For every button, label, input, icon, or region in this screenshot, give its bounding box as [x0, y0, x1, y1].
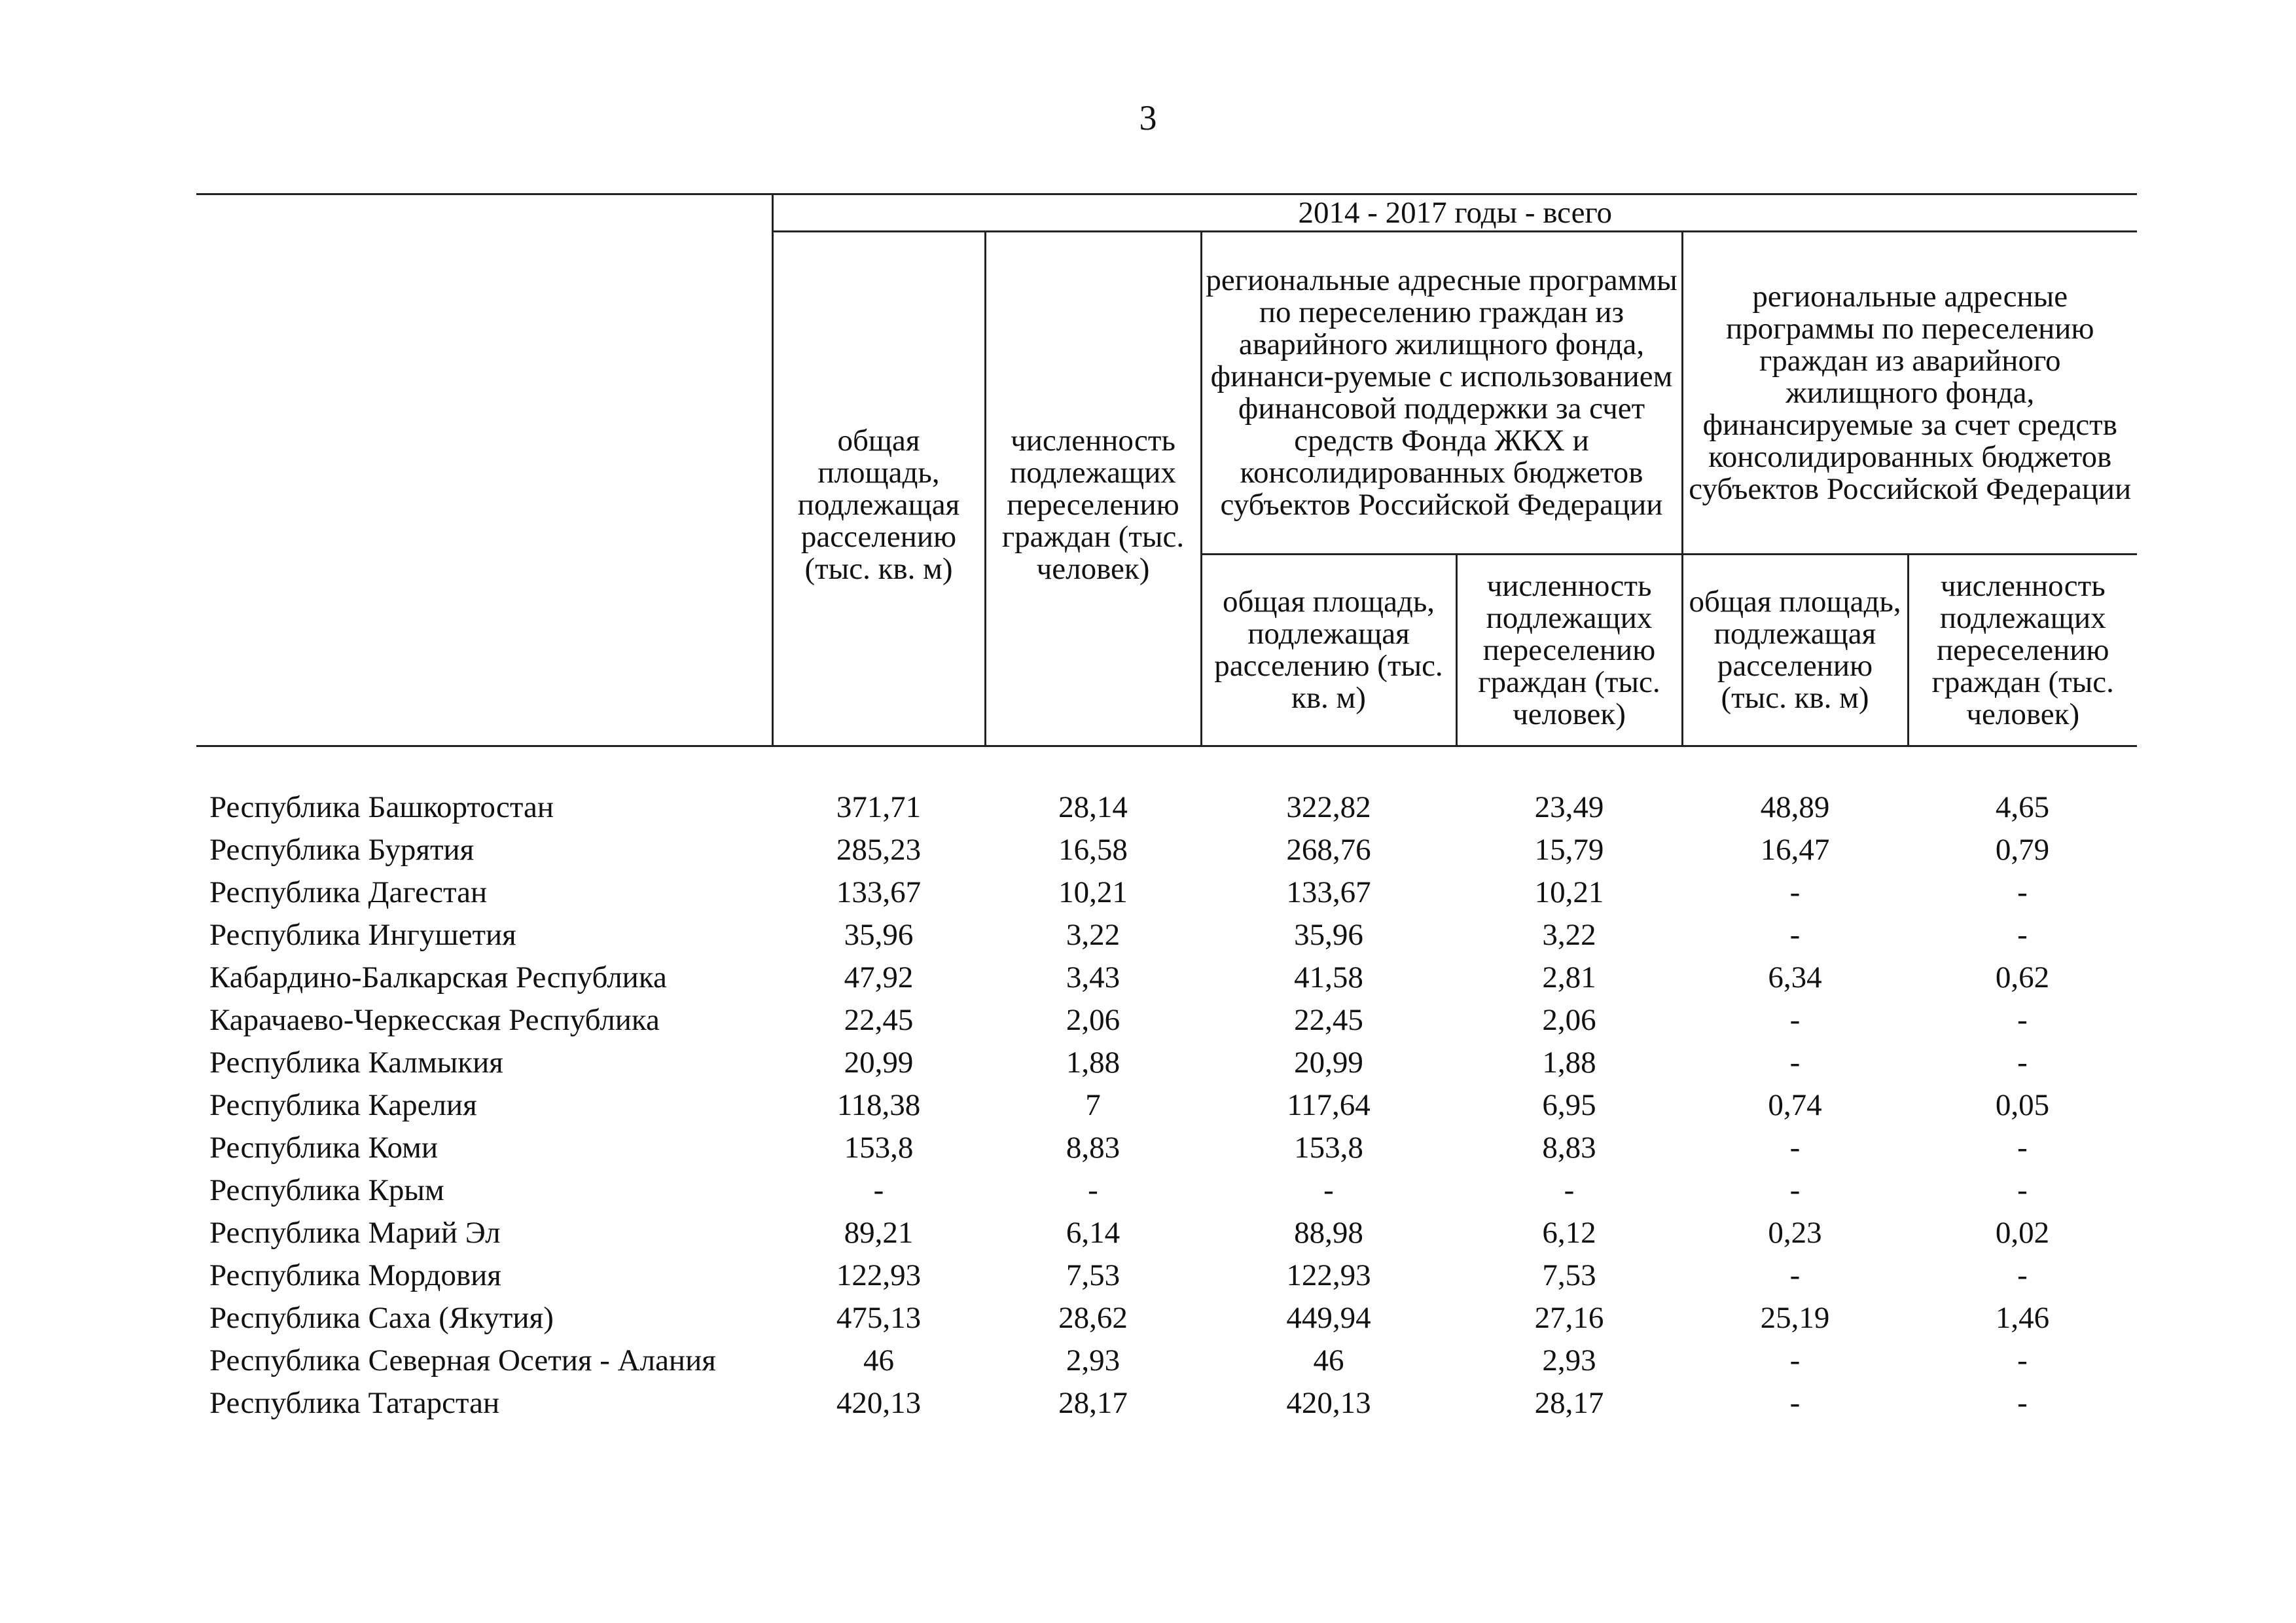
table-row — [196, 786, 2137, 829]
fund-people-cell: 1,88 — [1542, 1046, 1596, 1080]
regional-area-cell: 25,19 — [1760, 1301, 1830, 1335]
resettlement-table — [196, 193, 2137, 1425]
region-cell: Республика Башкортостан — [209, 790, 554, 824]
total-people-cell: 7,53 — [1066, 1258, 1121, 1292]
total-area-cell: 118,38 — [836, 1088, 921, 1122]
regional-people-cell: 0,02 — [1995, 1216, 2050, 1250]
regional-area-cell: 0,74 — [1768, 1088, 1822, 1122]
period-header: 2014 - 2017 годы - всего — [772, 194, 2137, 232]
fund-area-cell: 122,93 — [1286, 1258, 1371, 1292]
header-regional-area: общая площадь, подлежащая расселению (тыс. кв. м) — [1682, 555, 1908, 746]
total-area-cell: 420,13 — [836, 1386, 922, 1420]
regional-people-cell: - — [2017, 1343, 2028, 1377]
regional-area-cell: 6,34 — [1768, 960, 1822, 994]
fund-area-cell: - — [1323, 1173, 1334, 1207]
fund-area-cell: 322,82 — [1286, 790, 1371, 824]
fund-area-cell: 41,58 — [1294, 960, 1363, 994]
total-area-cell: - — [873, 1173, 884, 1207]
header-fund-people: численность подлежащих переселению граждан (тыс. человек) — [1456, 555, 1682, 746]
region-cell: Кабардино-Балкарская Республика — [209, 960, 667, 994]
total-area-cell: 47,92 — [844, 960, 914, 994]
regional-area-cell: - — [1789, 875, 1801, 909]
header-total-area: общая площадь, подлежащая расселению (тыс. кв. м) — [772, 232, 985, 746]
table-row — [196, 1382, 2137, 1425]
table-row — [196, 1169, 2137, 1212]
table-row — [196, 957, 2137, 999]
total-people-cell: 8,83 — [1066, 1131, 1121, 1165]
regional-people-cell: - — [2017, 1046, 2028, 1080]
fund-people-cell: 15,79 — [1534, 833, 1604, 867]
table-row — [196, 1127, 2137, 1169]
fund-people-cell: 8,83 — [1542, 1131, 1596, 1165]
total-people-cell: 3,43 — [1066, 960, 1121, 994]
total-area-cell: 89,21 — [844, 1216, 914, 1250]
regional-people-cell: 0,05 — [1995, 1088, 2050, 1122]
total-area-cell: 22,45 — [844, 1003, 914, 1037]
regional-people-cell: 4,65 — [1995, 790, 2050, 824]
fund-area-cell: 22,45 — [1294, 1003, 1363, 1037]
total-area-cell: 153,8 — [844, 1131, 914, 1165]
table-row — [196, 1297, 2137, 1340]
total-people-cell: 3,22 — [1066, 918, 1121, 952]
table-body — [196, 746, 2137, 1425]
total-people-cell: 28,62 — [1058, 1301, 1128, 1335]
region-cell: Республика Коми — [209, 1131, 439, 1165]
region-cell: Карачаево-Черкесская Республика — [209, 1003, 660, 1037]
fund-area-cell: 420,13 — [1286, 1386, 1371, 1420]
table-row — [196, 999, 2137, 1042]
regional-area-cell: 16,47 — [1760, 833, 1830, 867]
fund-people-cell: - — [1564, 1173, 1575, 1207]
fund-people-cell: 3,22 — [1542, 918, 1596, 952]
regional-people-cell: - — [2017, 918, 2028, 952]
total-people-cell: 28,14 — [1058, 790, 1128, 824]
table-row — [196, 871, 2137, 914]
fund-people-cell: 2,06 — [1542, 1003, 1596, 1037]
total-area-cell: 475,13 — [836, 1301, 922, 1335]
regional-area-cell: 0,23 — [1768, 1216, 1822, 1250]
fund-people-cell: 6,12 — [1542, 1216, 1596, 1250]
regional-people-cell: 0,62 — [1995, 960, 2050, 994]
region-cell: Республика Карелия — [209, 1088, 477, 1122]
body-spacer — [196, 746, 2137, 787]
fund-area-cell: 46 — [1313, 1343, 1344, 1377]
region-cell: Республика Саха (Якутия) — [209, 1301, 554, 1335]
regional-area-cell: - — [1789, 918, 1801, 952]
table-row — [196, 1254, 2137, 1297]
fund-people-cell: 7,53 — [1542, 1258, 1596, 1292]
regional-people-cell: - — [2017, 875, 2028, 909]
total-area-cell: 35,96 — [844, 918, 914, 952]
total-people-cell: 2,93 — [1066, 1343, 1121, 1377]
fund-people-cell: 23,49 — [1534, 790, 1604, 824]
regional-area-cell: - — [1789, 1343, 1801, 1377]
table-row — [196, 1084, 2137, 1127]
total-people-cell: 1,88 — [1066, 1046, 1121, 1080]
regional-people-cell: - — [2017, 1173, 2028, 1207]
header-regional-people: численность подлежащих переселению граждан (тыс. человек) — [1908, 555, 2137, 746]
fund-people-cell: 27,16 — [1534, 1301, 1604, 1335]
total-people-cell: - — [1088, 1173, 1098, 1207]
total-people-cell: 10,21 — [1058, 875, 1128, 909]
fund-area-cell: 153,8 — [1294, 1131, 1363, 1165]
regional-people-cell: - — [2017, 1003, 2028, 1037]
table-row — [196, 1212, 2137, 1254]
regional-area-cell: - — [1789, 1003, 1801, 1037]
region-cell: Республика Татарстан — [209, 1386, 500, 1420]
region-cell: Республика Северная Осетия - Алания — [209, 1343, 716, 1377]
fund-area-cell: 35,96 — [1294, 918, 1363, 952]
fund-people-cell: 2,93 — [1542, 1343, 1596, 1377]
total-people-cell: 16,58 — [1058, 833, 1128, 867]
table-header — [196, 194, 2137, 746]
fund-people-cell: 10,21 — [1534, 875, 1604, 909]
total-area-cell: 122,93 — [836, 1258, 922, 1292]
total-area-cell: 371,71 — [836, 790, 922, 824]
region-cell: Республика Мордовия — [209, 1258, 501, 1292]
table-row — [196, 829, 2137, 871]
total-people-cell: 2,06 — [1066, 1003, 1121, 1037]
page-number: 3 — [1139, 98, 1157, 137]
fund-people-cell: 2,81 — [1542, 960, 1596, 994]
region-cell: Республика Марий Эл — [209, 1216, 501, 1250]
fund-area-cell: 268,76 — [1286, 833, 1371, 867]
header-total-people: численность подлежащих переселению граждан (тыс. человек) — [985, 232, 1201, 746]
total-area-cell: 133,67 — [836, 875, 922, 909]
regional-people-cell: - — [2017, 1258, 2028, 1292]
table-row — [196, 914, 2137, 957]
regional-area-cell: - — [1789, 1046, 1801, 1080]
header-fund-area: общая площадь, подлежащая расселению (тыс. кв. м) — [1201, 555, 1456, 746]
regional-people-cell: 0,79 — [1995, 833, 2050, 867]
total-people-cell: 7 — [1085, 1088, 1101, 1122]
header-group-fund: региональные адресные программы по переселению граждан из аварийного жилищного фонда, финанси-руемые с использованием финансовой поддержки за счет средств Фонда ЖКХ и консолидированных бюджетов субъектов Российской Федерации — [1201, 232, 1682, 555]
regional-people-cell: - — [2017, 1131, 2028, 1165]
total-people-cell: 6,14 — [1066, 1216, 1121, 1250]
total-people-cell: 28,17 — [1058, 1386, 1128, 1420]
regional-area-cell: - — [1789, 1386, 1801, 1420]
total-area-cell: 285,23 — [836, 833, 922, 867]
total-area-cell: 46 — [863, 1343, 894, 1377]
fund-people-cell: 28,17 — [1534, 1386, 1604, 1420]
fund-area-cell: 20,99 — [1294, 1046, 1363, 1080]
regional-area-cell: - — [1789, 1258, 1801, 1292]
regional-people-cell: - — [2017, 1386, 2028, 1420]
regional-area-cell: - — [1789, 1131, 1801, 1165]
table-row — [196, 1042, 2137, 1084]
region-cell: Республика Калмыкия — [209, 1046, 503, 1080]
table-row — [196, 1340, 2137, 1382]
regional-area-cell: 48,89 — [1760, 790, 1830, 824]
fund-area-cell: 88,98 — [1294, 1216, 1363, 1250]
region-cell: Республика Крым — [209, 1173, 444, 1207]
region-cell: Республика Бурятия — [209, 833, 475, 867]
fund-people-cell: 6,95 — [1542, 1088, 1596, 1122]
region-cell: Республика Ингушетия — [209, 918, 516, 952]
total-area-cell: 20,99 — [844, 1046, 914, 1080]
region-cell: Республика Дагестан — [209, 875, 488, 909]
regional-area-cell: - — [1789, 1173, 1801, 1207]
fund-area-cell: 117,64 — [1287, 1088, 1371, 1122]
regional-people-cell: 1,46 — [1995, 1301, 2050, 1335]
fund-area-cell: 449,94 — [1286, 1301, 1371, 1335]
header-blank-cell — [196, 194, 772, 746]
header-group-regional: региональные адресные программы по переселению граждан из аварийного жилищного фонда, финансируемые за счет средств консолидированных бюджетов субъектов Российской Федерации — [1682, 232, 2137, 555]
fund-area-cell: 133,67 — [1286, 875, 1371, 909]
